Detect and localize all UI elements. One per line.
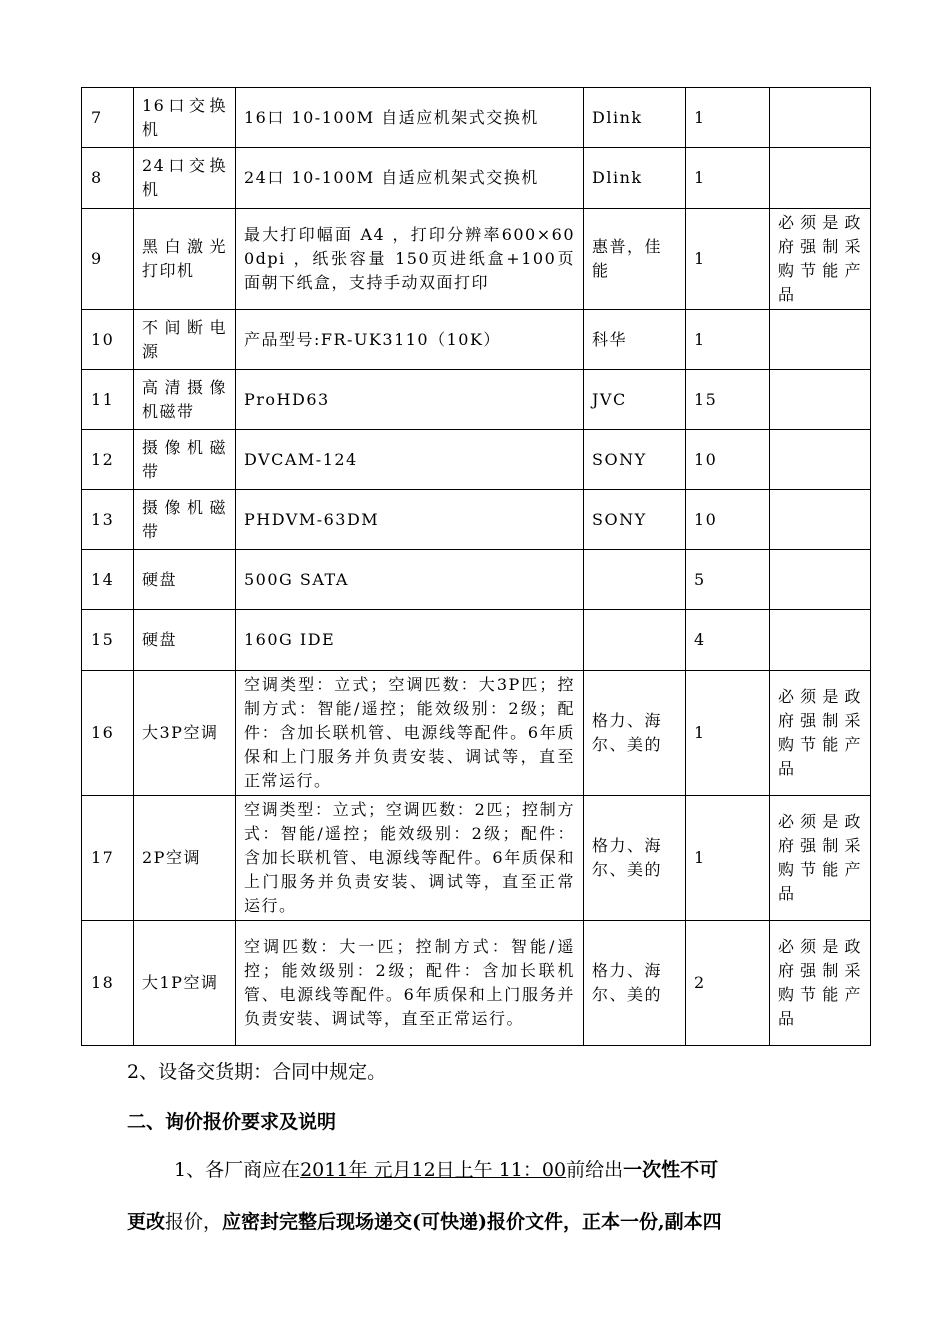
item-brand: JVC (584, 370, 686, 430)
item-quantity: 1 (686, 148, 770, 209)
item-name: 2P空调 (134, 796, 236, 921)
item-spec: DVCAM-124 (236, 430, 584, 490)
item-spec: 16口 10-100M 自适应机架式交换机 (236, 88, 584, 148)
item-name: 大1P空调 (134, 921, 236, 1046)
item-number: 15 (82, 610, 134, 671)
section-title: 二、询价报价要求及说明 (127, 1111, 337, 1133)
item-note (770, 148, 871, 209)
table-row (82, 490, 871, 550)
item-brand: 格力、海尔、美的 (584, 671, 686, 796)
item-number: 14 (82, 550, 134, 610)
item-name: 16口交换机 (134, 88, 236, 148)
deadline-date: 2011年 元月12日上午 11：00 (300, 1159, 567, 1181)
table-row (82, 310, 871, 370)
table-row (82, 148, 871, 209)
item-number: 12 (82, 430, 134, 490)
item-name: 不间断电源 (134, 310, 236, 370)
item-brand (584, 550, 686, 610)
item-quantity: 1 (686, 796, 770, 921)
submission-normal-text: 报价， (165, 1211, 223, 1233)
item-note (770, 430, 871, 490)
item-number: 13 (82, 490, 134, 550)
item-name: 摄像机磁带 (134, 490, 236, 550)
item-number: 9 (82, 209, 134, 310)
item-note: 必须是政府强制采购节能产品 (770, 671, 871, 796)
item-quantity: 2 (686, 921, 770, 1046)
item-note (770, 610, 871, 671)
item-note (770, 88, 871, 148)
item-brand: SONY (584, 430, 686, 490)
item-quantity: 1 (686, 88, 770, 148)
item-brand: 科华 (584, 310, 686, 370)
item-spec: 24口 10-100M 自适应机架式交换机 (236, 148, 584, 209)
item-quantity: 4 (686, 610, 770, 671)
item-name: 硬盘 (134, 550, 236, 610)
item-name: 黑白激光打印机 (134, 209, 236, 310)
deadline-before: 前给出 (566, 1159, 624, 1181)
submission-bold-lead: 更改 (127, 1211, 166, 1233)
item-note (770, 310, 871, 370)
table-row (82, 370, 871, 430)
item-brand: SONY (584, 490, 686, 550)
item-name: 24口交换机 (134, 148, 236, 209)
item-name: 高清摄像机磁带 (134, 370, 236, 430)
table-row (82, 921, 871, 1046)
table-row (82, 209, 871, 310)
item-quantity: 1 (686, 671, 770, 796)
item-name: 摄像机磁带 (134, 430, 236, 490)
item-spec: 产品型号:FR-UK3110（10K） (236, 310, 584, 370)
item-note (770, 490, 871, 550)
item-number: 18 (82, 921, 134, 1046)
deadline-bold-text: 一次性不可 (623, 1159, 719, 1181)
item-name: 硬盘 (134, 610, 236, 671)
deadline-lead: 1、各厂商应在 (174, 1159, 301, 1181)
item-brand: Dlink (584, 148, 686, 209)
item-quantity: 15 (686, 370, 770, 430)
item-spec: PHDVM-63DM (236, 490, 584, 550)
item-number: 16 (82, 671, 134, 796)
item-note: 必须是政府强制采购节能产品 (770, 796, 871, 921)
table-row (82, 430, 871, 490)
item-brand: 格力、海尔、美的 (584, 796, 686, 921)
item-number: 10 (82, 310, 134, 370)
item-number: 17 (82, 796, 134, 921)
item-brand: Dlink (584, 88, 686, 148)
table-row (82, 796, 871, 921)
item-spec: 空调匹数：大一匹；控制方式：智能/遥控；能效级别：2级；配件：含加长联机管、电源线等配件。6年质保和上门服务并负责安装、调试等，直至正常运行。 (236, 921, 584, 1046)
item-quantity: 10 (686, 490, 770, 550)
delivery-paragraph: 2、设备交货期：合同中规定。 (127, 1061, 387, 1083)
quote-submission-paragraph (127, 1208, 722, 1236)
item-note (770, 550, 871, 610)
item-brand: 格力、海尔、美的 (584, 921, 686, 1046)
item-quantity: 1 (686, 310, 770, 370)
table-row (82, 550, 871, 610)
submission-bold-text: 应密封完整后现场递交(可快递)报价文件，正本一份,副本四 (222, 1211, 722, 1233)
quote-deadline-paragraph (174, 1156, 718, 1184)
item-quantity: 1 (686, 209, 770, 310)
item-number: 11 (82, 370, 134, 430)
table-row (82, 88, 871, 148)
table-row (82, 671, 871, 796)
item-note: 必须是政府强制采购节能产品 (770, 921, 871, 1046)
item-brand (584, 610, 686, 671)
item-spec: 500G SATA (236, 550, 584, 610)
table-row (82, 610, 871, 671)
item-spec: ProHD63 (236, 370, 584, 430)
item-spec: 160G IDE (236, 610, 584, 671)
equipment-table (81, 87, 871, 1046)
item-spec: 最大打印幅面 A4 ，打印分辨率600×600dpi ，纸张容量 150页进纸盒+100页面朝下纸盒，支持手动双面打印 (236, 209, 584, 310)
item-note: 必须是政府强制采购节能产品 (770, 209, 871, 310)
item-name: 大3P空调 (134, 671, 236, 796)
item-note (770, 370, 871, 430)
item-spec: 空调类型：立式；空调匹数：大3P匹；控制方式：智能/遥控；能效级别：2级；配件：含加长联机管、电源线等配件。6年质保和上门服务并负责安装、调试等，直至正常运行。 (236, 671, 584, 796)
item-brand: 惠普，佳能 (584, 209, 686, 310)
item-quantity: 5 (686, 550, 770, 610)
item-quantity: 10 (686, 430, 770, 490)
item-number: 7 (82, 88, 134, 148)
equipment-table-body (82, 88, 871, 1046)
item-spec: 空调类型：立式；空调匹数：2匹；控制方式：智能/遥控；能效级别：2级；配件：含加长联机管、电源线等配件。6年质保和上门服务并负责安装、调试等，直至正常运行。 (236, 796, 584, 921)
item-number: 8 (82, 148, 134, 209)
